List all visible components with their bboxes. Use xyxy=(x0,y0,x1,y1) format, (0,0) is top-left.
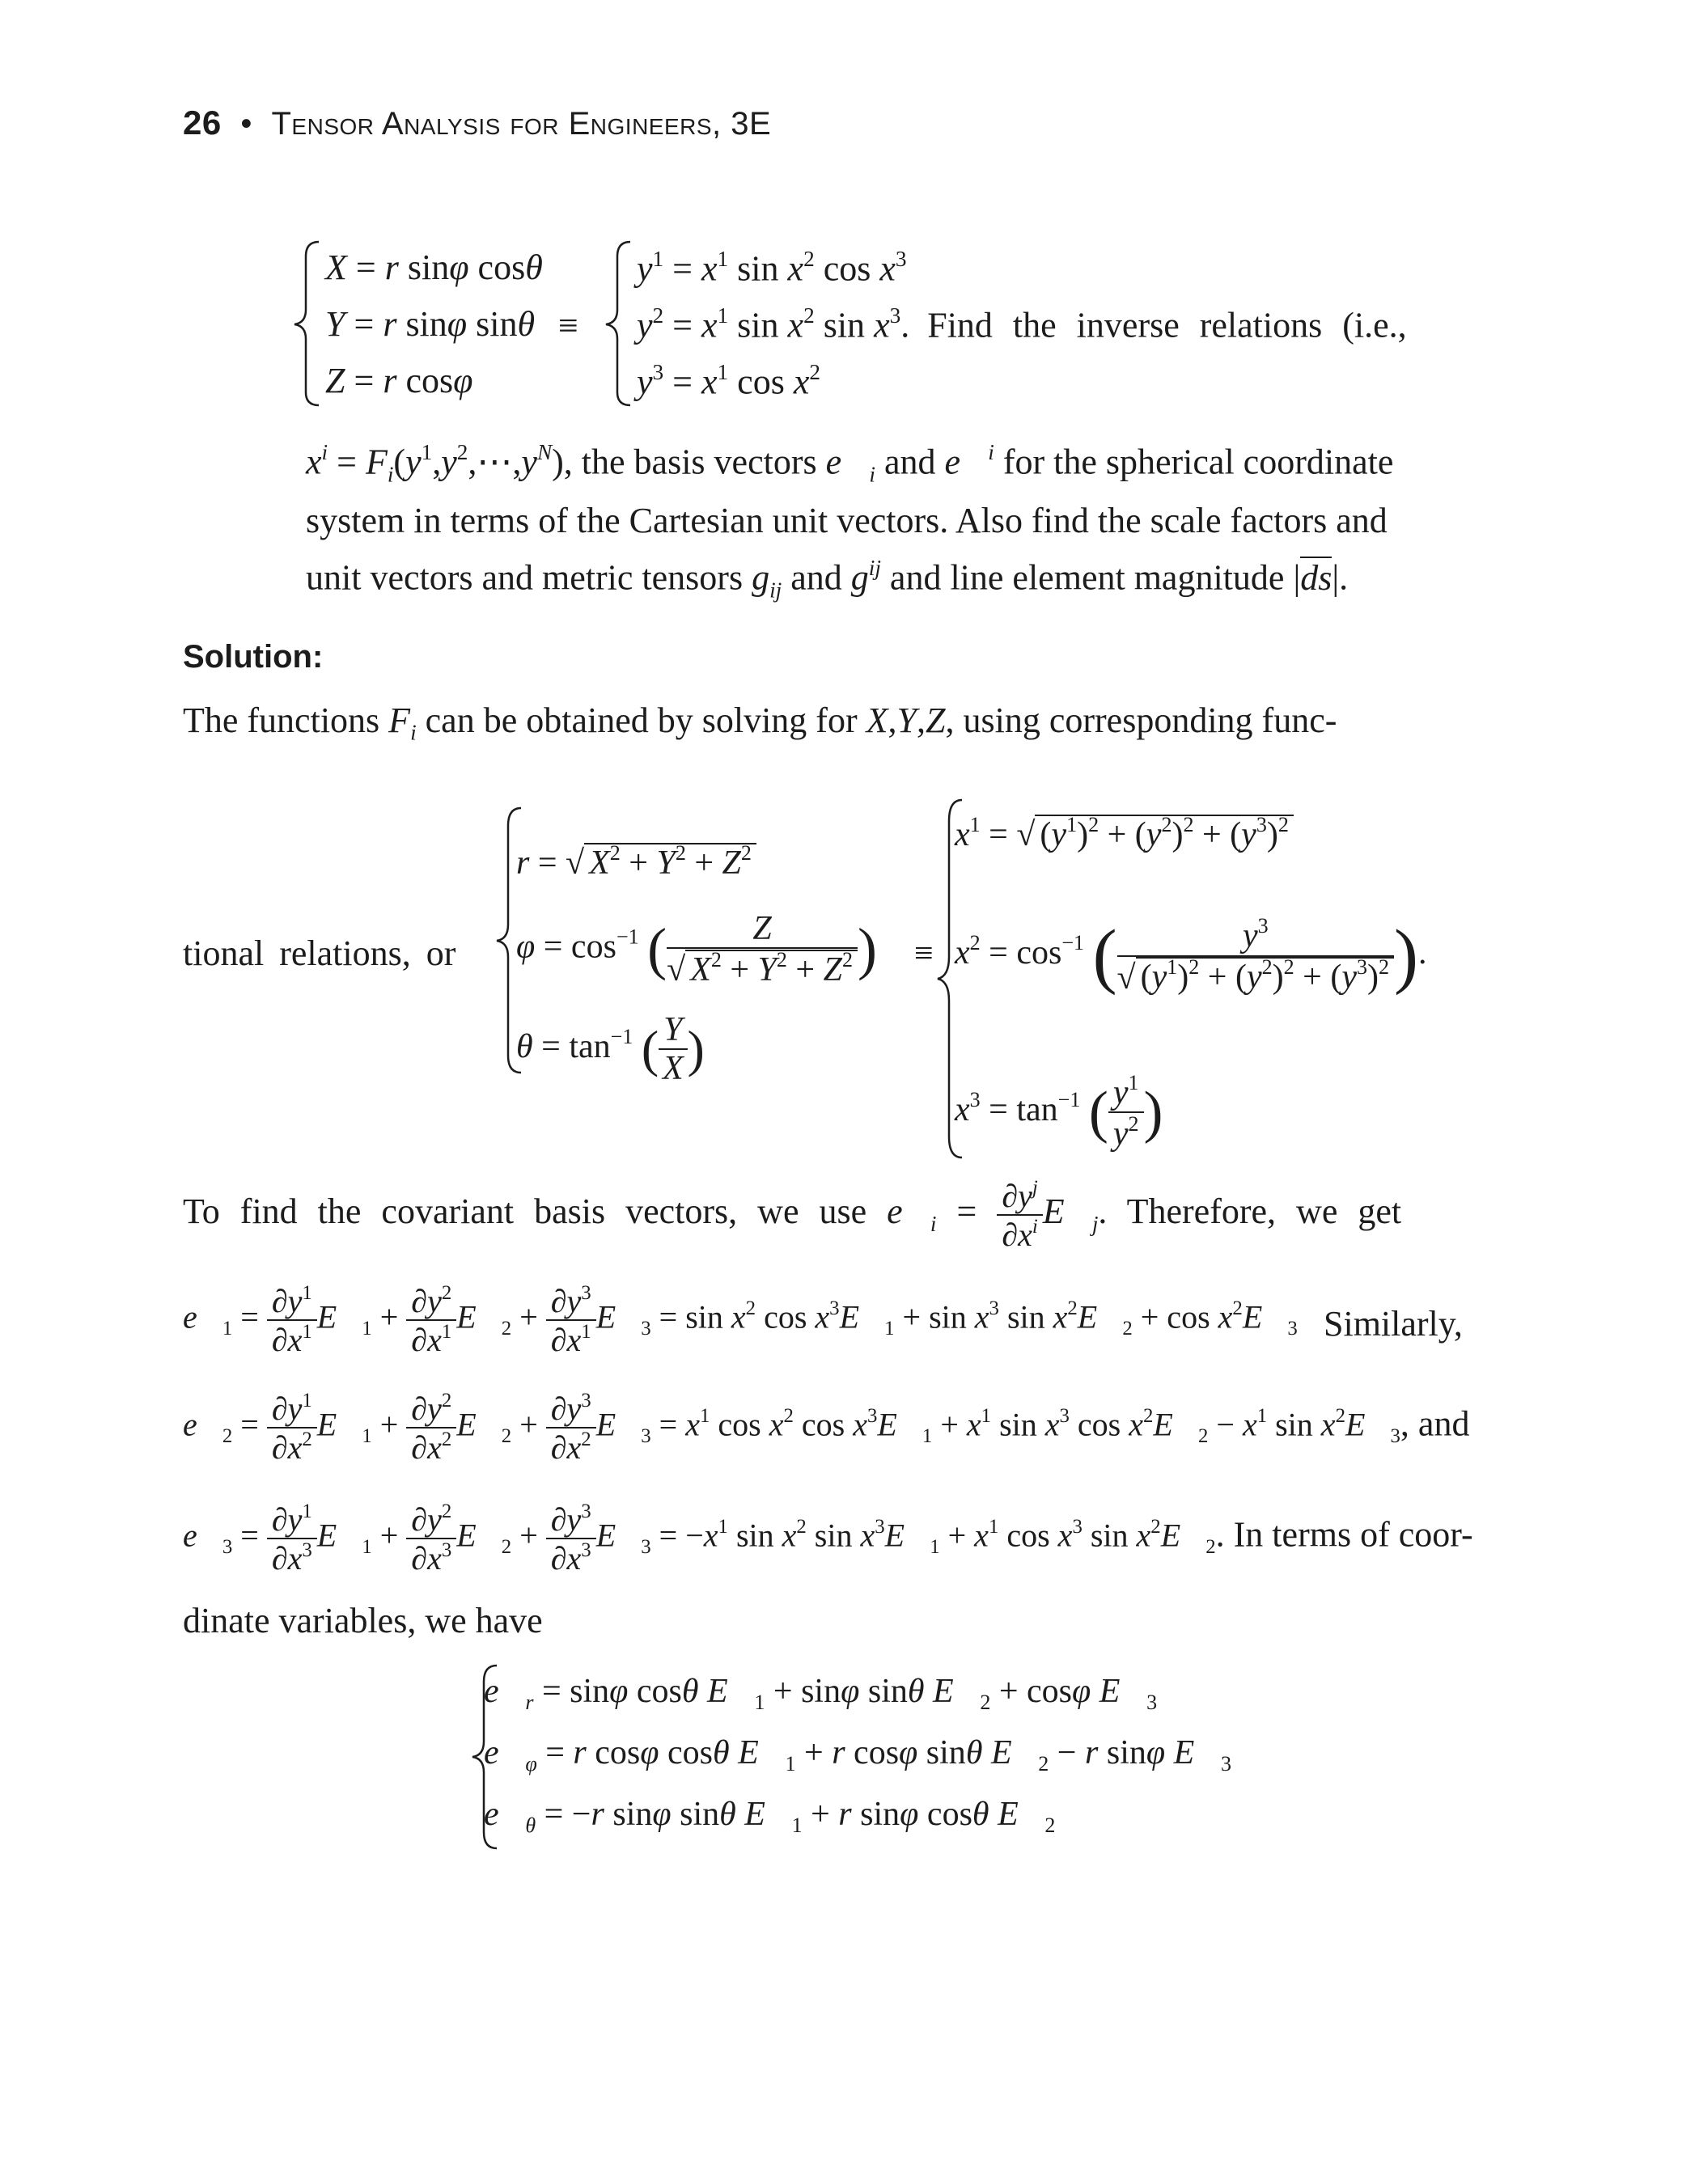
solution-heading: Solution: xyxy=(183,639,324,675)
eq-x3: $x^3 = \tan^{-1}$ ( $\frac{y^1}{y^2}$ ) xyxy=(955,1071,1163,1153)
left-brace-icon xyxy=(291,239,324,408)
eq-e3: $e⃗_3$ = $\frac{\partial y^1}{\partial x^3}$ $E⃗_1$ + $\frac{\partial y^2}{\partial x^3}$ $E⃗_2$ + $\frac{\partial y^3}{\partial x^3}$ $E⃗_3 = -x^1$ $\sin x^2$ $\sin x^3E⃗_1 + x^1$ $\cos x^3$ $\sin x^2E⃗_2$. In terms of coor- xyxy=(183,1500,1473,1577)
equivalence-symbol: ≡ xyxy=(914,935,934,972)
solution-line-1: The functions $F_i$ can be obtained by solving for X,Y,Z, using corresponding func- xyxy=(183,700,1337,745)
and-text: and xyxy=(790,557,842,598)
find-inverse-text: Find the inverse relations (i.e., xyxy=(927,305,1407,345)
therefore-text: . Therefore, we get xyxy=(1098,1191,1402,1232)
problem-text-line-element: and line element magnitude xyxy=(889,557,1285,598)
eq-theta: $\theta = \tan^{-1}$ ( $\frac{Y}{X}$ ) xyxy=(516,1011,705,1088)
running-header xyxy=(183,104,771,142)
spherical-definition-system xyxy=(291,239,1472,413)
basis-vectors-system xyxy=(469,1662,1278,1856)
covariant-intro-line: To find the covariant basis vectors, we use $e⃗_i$ = $\frac{\partial y^j}{\partial x^i}$ $E⃗_j$. Therefore, we get xyxy=(183,1177,1402,1254)
eq-e2: $e⃗_2$ = $\frac{\partial y^1}{\partial x^2}$ $E⃗_1$ + $\frac{\partial y^2}{\partial x^2}$ $E⃗_2$ + $\frac{\partial y^3}{\partial x^2}$ $E⃗_3 = x^1$ $\cos x^2$ $\cos x^3E⃗_1 + x^1$ $\sin x^3$ $\cos x^2E⃗_2 - x^1$ $\sin x^2E⃗_3$, and xyxy=(183,1390,1470,1467)
eq-phi: $\varphi = \cos^{-1}$ ( $\frac{Z}{√ X^2 + Y^2 + Z^2}$ ) xyxy=(516,910,877,989)
header-separator: • xyxy=(240,106,252,142)
solution-text-solving: can be obtained by solving for xyxy=(425,700,858,740)
eq-e1: $e⃗_1$ = $\frac{\partial y^1}{\partial x^1}$ $E⃗_1$ + $\frac{\partial y^2}{\partial x^1}$ $E⃗_2$ + $\frac{\partial y^3}{\partial x^1}$ $E⃗_3 = \sin x^2$ $\cos x^3E⃗_1 + \sin x^3$ $\sin x^2E⃗_2 + \cos$ $x^2E⃗_3$ xyxy=(183,1282,1298,1359)
eq-x1: $x^1$ = √ $(y^1)^2 + (y^2)^2 + (y^3)^2$ xyxy=(955,813,1294,854)
book-title: Tensor Analysis for Engineers, 3E xyxy=(271,106,772,142)
left-brace-icon xyxy=(603,239,635,408)
eq-y2: $y^2 = x^1$ $\sin x^2$ $\sin x^3$. Find the inverse relations (i.e., xyxy=(637,303,1407,345)
problem-text-metric: unit vectors and metric tensors xyxy=(306,557,744,598)
solution-text-func: , using corresponding func- xyxy=(945,700,1337,740)
eq-y1: $y^1 = x^1$ $\sin x^2$ $\cos x^3$ xyxy=(637,247,907,289)
coordinate-variables-text: dinate variables, we have xyxy=(183,1601,543,1640)
and-word: , and xyxy=(1400,1403,1470,1444)
covariant-intro-text: To find the covariant basis vectors, we use xyxy=(183,1191,867,1232)
inverse-relations-system xyxy=(494,797,1489,1161)
eq-x2: $x^2 = \cos^{-1}$ ( $\frac{y^3}{√ (y^1)^2 + (y^2)^2 + (y^3)^2}$ ). xyxy=(955,914,1427,997)
eq-Y: Y = r sinφ sinθ xyxy=(325,304,536,344)
page-number: 26 xyxy=(183,104,222,142)
problem-line-3: unit vectors and metric tensors $g_{ij}$ and $g^{ij}$ and line element magnitude |ds|. xyxy=(306,556,1349,603)
eq-y3: $y^3 = x^1$ $\cos x^2$ xyxy=(637,360,820,402)
eq-etheta: $e⃗_\theta = -r$ sinφ sinθ $E⃗_1 + r$ sinφ cosθ $E⃗_2$ xyxy=(484,1796,1056,1838)
eq-X: X = r sinφ cosθ xyxy=(325,248,543,287)
problem-paragraph xyxy=(306,429,1479,614)
problem-text-spherical: for the spherical coordinate xyxy=(1002,442,1394,482)
eq-er: $e⃗_r = \sin\varphi$ cosθ $E⃗_1 + \sin\varphi$ sinθ $E⃗_2 + \cos\varphi$ $E⃗_3$ xyxy=(484,1673,1158,1715)
problem-text-basis: , the basis vectors xyxy=(563,442,817,482)
solution-text-functions: The functions xyxy=(183,700,380,740)
eq-Z: Z = r cosφ xyxy=(325,361,473,400)
problem-line-2: system in terms of the Cartesian unit vectors. Also find the scale factors and xyxy=(306,501,1388,541)
eq-ephi: $e⃗_\varphi = r$ cosφ cosθ $E⃗_1 + r$ cosφ sinθ $E⃗_2 - r$ sinφ $E⃗_3$ xyxy=(484,1734,1231,1776)
similarly-text: Similarly, xyxy=(1324,1304,1463,1344)
and-text: and xyxy=(883,442,936,482)
eq-r: r = √ $X^2 + Y^2 + Z^2$ xyxy=(516,841,756,882)
problem-line-1: $x^i$ = $F_i(y^1,y^2,\cdots,y^N)$, the basis vectors $e⃗_i$ and e⃗$^i$ for the spherical coordinate xyxy=(306,440,1394,487)
tional-relations-text: tional relations, or xyxy=(183,933,456,973)
in-terms-text: . In terms of coor- xyxy=(1215,1514,1473,1555)
equivalence-symbol: ≡ xyxy=(558,306,578,345)
